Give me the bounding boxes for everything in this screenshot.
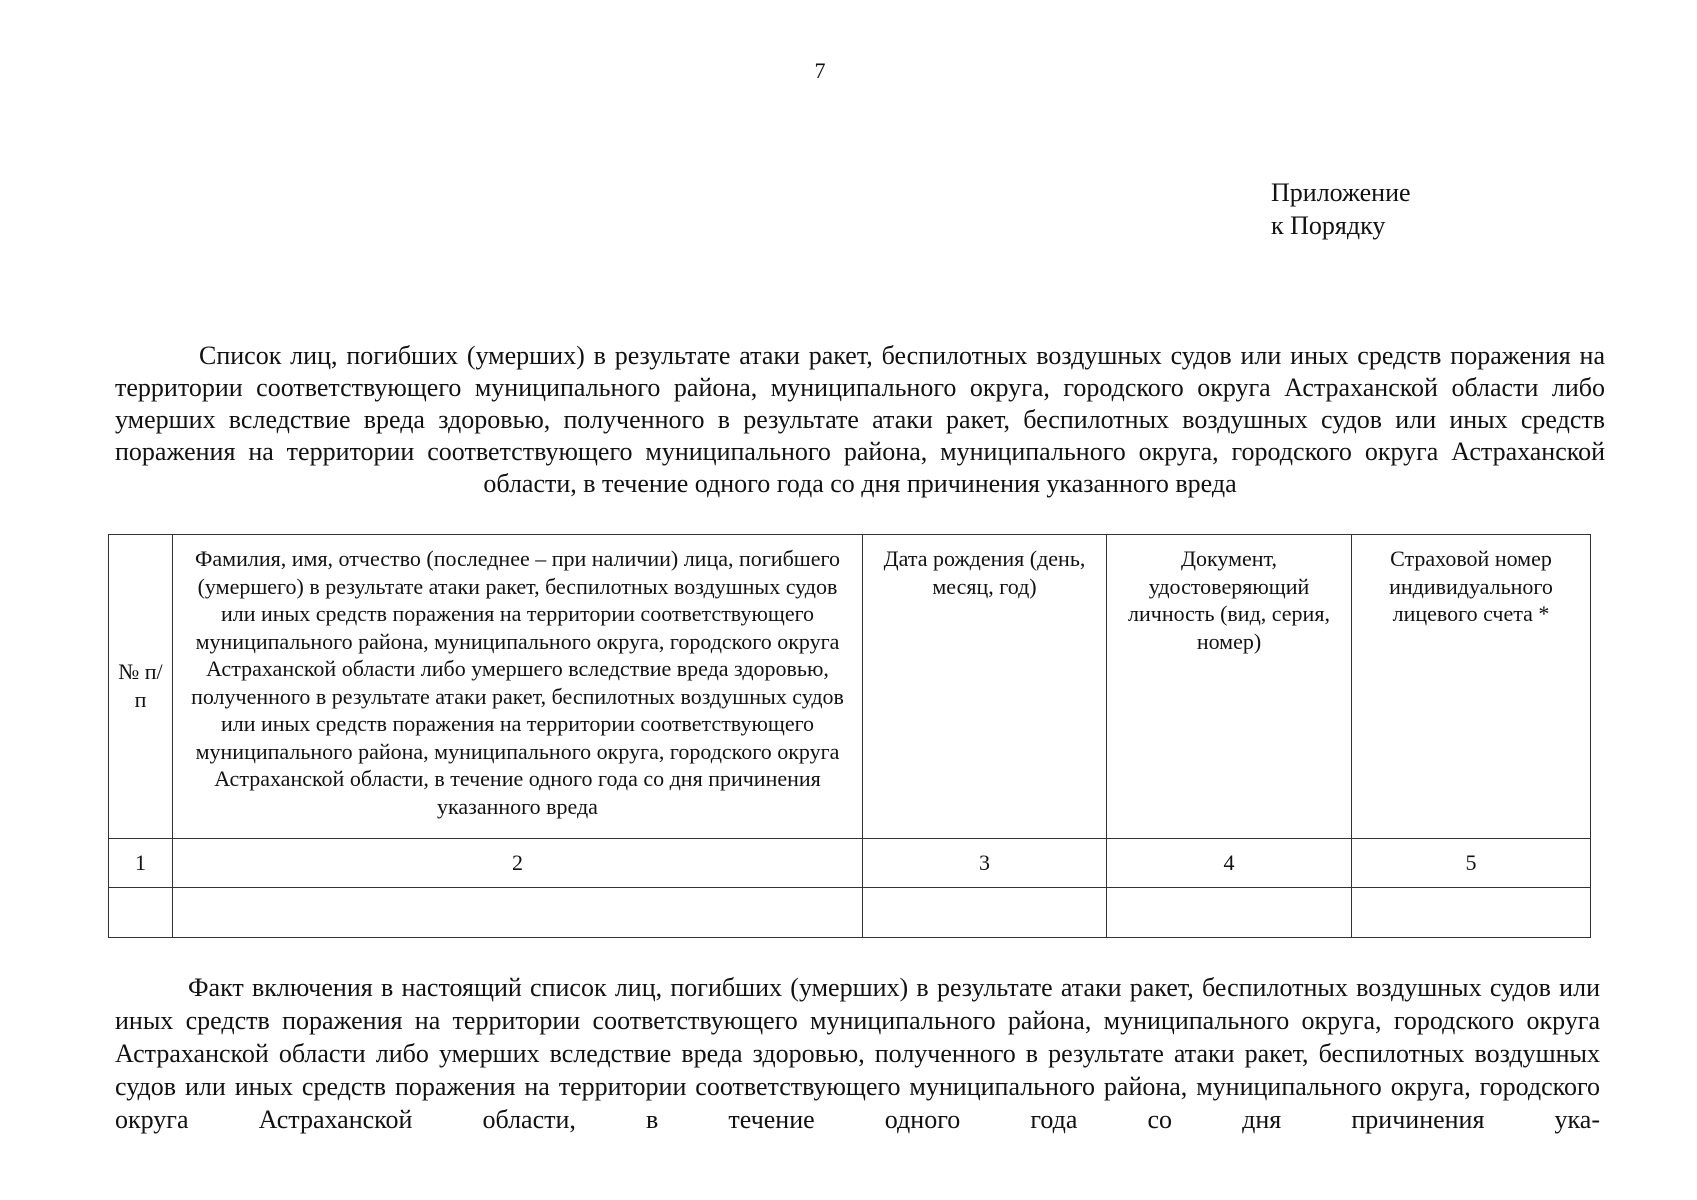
column-number: 2 xyxy=(173,839,863,888)
header-full-name: Фамилия, имя, отчество (последнее – при наличии) лица, погибшего (умершего) в результате атаки ракет, беспилотных воздушных судов или иных средств поражения на территории соответствующего муниципального района, муниципального округа, городского округа Астраханской области либо умершего вследствие вреда здоровью, полученного в результате атаки ракет, беспилотных воздушных судов или иных средств поражения на территории соответствующего муниципального района, муниципального округа, городского округа Астраханской области, в течение одного года со дня причинения указанного вреда xyxy=(173,535,863,839)
column-number: 3 xyxy=(863,839,1107,888)
appendix-line-2: к Порядку xyxy=(1271,211,1386,240)
closing-paragraph: Факт включения в настоящий список лиц, погибших (умерших) в результате атаки ракет, беспилотных воздушных судов или иных средств поражения на территории соответствующего муниципального района, муниципального округа, городского округа Астраханской области либо умерших вследствие вреда здоровью, полученного в результате атаки ракет, беспилотных воздушных судов или иных средств поражения на территории соответствующего муниципального района, муниципального округа, городского округа Астраханской области, в течение одного года со дня причинения ука- xyxy=(115,973,1600,1134)
column-number: 5 xyxy=(1352,839,1591,888)
appendix-note xyxy=(1271,176,1411,242)
table-row-empty xyxy=(109,888,1591,938)
header-insurance-number: Страховой номер индивидуального лицевого счета * xyxy=(1352,535,1591,839)
column-number: 4 xyxy=(1107,839,1352,888)
empty-cell xyxy=(863,888,1107,938)
header-number: № п/п xyxy=(109,535,173,839)
page-number: 7 xyxy=(814,58,826,83)
empty-cell xyxy=(1352,888,1591,938)
header-identity-document: Документ, удостоверяющий личность (вид, серия, номер) xyxy=(1107,535,1352,839)
list-title: Список лиц, погибших (умерших) в результате атаки ракет, беспилотных воздушных судов или иных средств поражения на территории соответствующего муниципального района, муниципального округа, городского округа Астраханской области либо умерших вследствие вреда здоровью, полученного в результате атаки ракет, беспилотных воздушных судов или иных средств поражения на территории соответствующего муниципального района, муниципального округа, городского округа Астраханской области, в течение одного года со дня причинения указанного вреда xyxy=(115,341,1605,498)
empty-cell xyxy=(109,888,173,938)
header-birth-date: Дата рождения (день, месяц, год) xyxy=(863,535,1107,839)
empty-cell xyxy=(1107,888,1352,938)
persons-table xyxy=(108,534,1591,938)
column-number: 1 xyxy=(109,839,173,888)
empty-cell xyxy=(173,888,863,938)
appendix-line-1: Приложение xyxy=(1271,178,1411,207)
table-header-row xyxy=(109,535,1591,839)
column-number-row xyxy=(109,839,1591,888)
